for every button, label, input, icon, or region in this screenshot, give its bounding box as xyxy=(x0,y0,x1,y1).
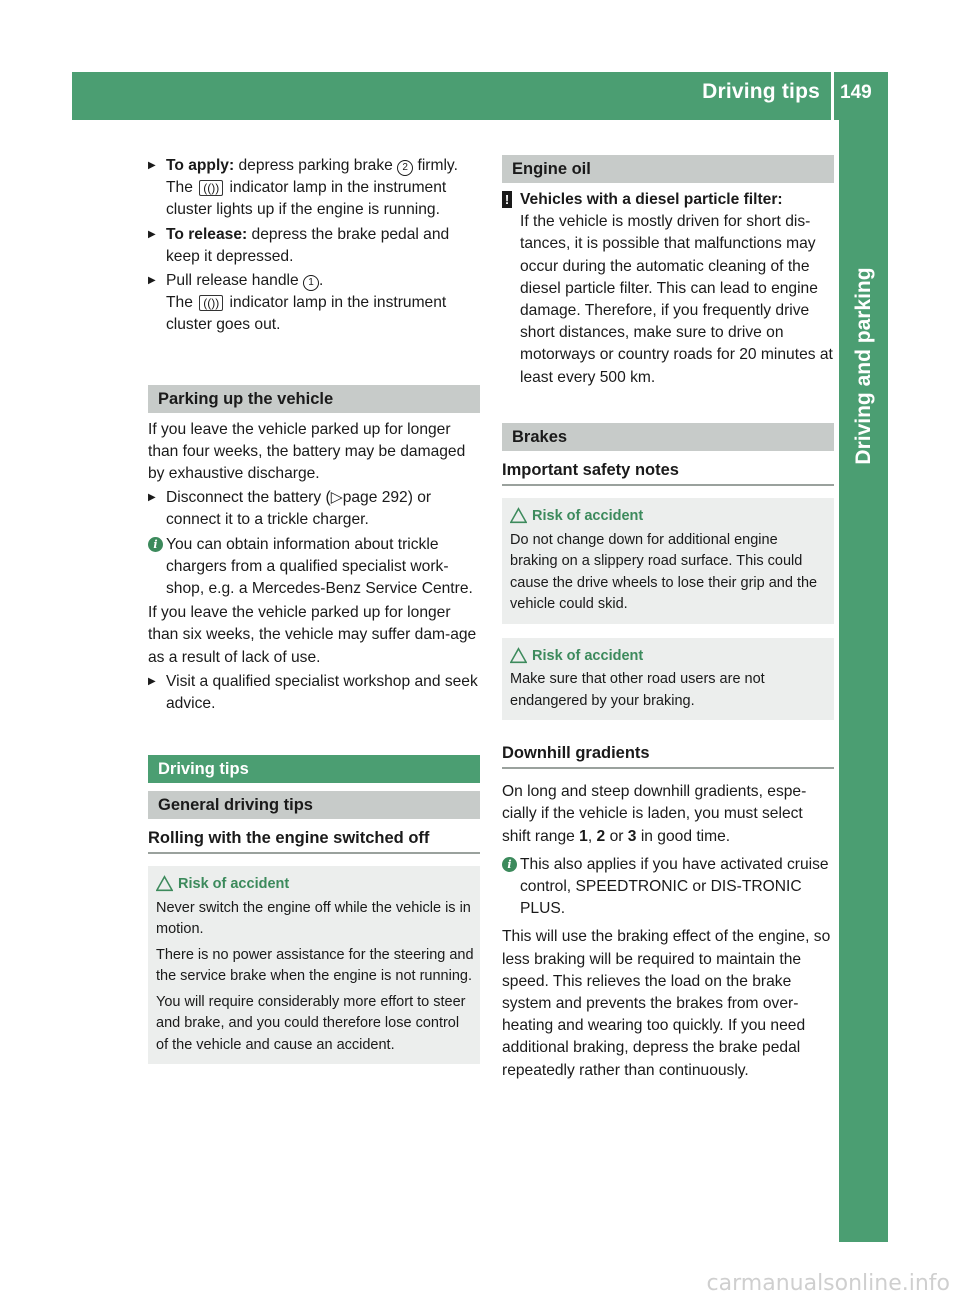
disconnect-text: Disconnect the battery ( xyxy=(166,489,331,507)
risk-box xyxy=(148,866,480,1064)
pull-end: . xyxy=(318,272,324,290)
risk-box-slippery xyxy=(502,498,834,624)
driving-tips-heading: Driving tips xyxy=(148,755,480,783)
watermark: carmanualsonline.info xyxy=(706,1271,950,1296)
brake-lamp-icon: (()) xyxy=(199,295,223,311)
risk-title xyxy=(156,874,474,896)
pull-lamp-post: indicator lamp in the instrument cluster goes out. xyxy=(166,294,447,334)
warning-triangle-icon xyxy=(510,647,527,664)
release-step xyxy=(148,224,480,268)
risk-title-text: Risk of accident xyxy=(532,647,644,664)
diesel-label: Vehicles with a diesel particle filter: xyxy=(520,191,783,208)
brake-lamp-icon: (()) xyxy=(199,180,223,196)
side-tab-label: Driving and parking xyxy=(852,267,875,465)
gear-1: 1 xyxy=(579,827,588,845)
right-column xyxy=(502,155,834,1082)
header-separator xyxy=(831,72,834,120)
risk-paragraph-1: Never switch the engine off while the vehicle is in motion. xyxy=(156,899,471,938)
downhill-heading: Downhill gradients xyxy=(502,742,834,769)
safety-heading: Important safety notes xyxy=(502,459,834,486)
info-icon: i xyxy=(148,537,163,552)
trickle-info-text: You can obtain information about trickle chargers from a qualified specialist work-shop, e.g. a Mercedes-Benz Service Centre. xyxy=(166,535,473,598)
risk-title-text: Risk of accident xyxy=(532,508,644,525)
general-tips-heading: General driving tips xyxy=(148,791,480,819)
risk-title-text: Risk of accident xyxy=(178,876,290,893)
visit-text: Visit a qualified specialist workshop and seek advice. xyxy=(166,672,478,713)
parking-paragraph-1: If you leave the vehicle parked up for longer than four weeks, the battery may be damaged by exhaustive discharge. xyxy=(148,420,466,483)
circle-1-icon: 1 xyxy=(303,275,319,291)
risk-title xyxy=(510,506,828,528)
pull-text: Pull release handle xyxy=(166,272,299,290)
cruise-info-text: This also applies if you have activated cruise control, SPEEDTRONIC or DIS-TRONIC PLUS. xyxy=(520,855,829,918)
downhill-p1-post: in good time. xyxy=(640,827,731,845)
risk-paragraph-2: There is no power assistance for the steering and the service brake when the engine is not running. xyxy=(156,946,474,985)
apply-lamp-post: indicator lamp in the instrument cluster lights up if the engine is running. xyxy=(166,179,447,219)
parking-paragraph-2: If you leave the vehicle parked up for longer than six weeks, the vehicle may suffer dam-age as a result of lack of use. xyxy=(148,604,477,666)
gear-3: 3 xyxy=(627,827,637,845)
diesel-warning xyxy=(502,189,834,211)
brakes-heading: Brakes xyxy=(502,423,834,451)
downhill-paragraph-1 xyxy=(502,781,834,848)
page-number: 149 xyxy=(840,82,872,103)
circle-2-icon: 2 xyxy=(397,160,413,176)
visit-workshop-step xyxy=(148,671,480,715)
apply-step xyxy=(148,155,480,222)
risk-text: Make sure that other road users are not endangered by your braking. xyxy=(510,671,765,709)
exclamation-icon: ! xyxy=(502,191,512,208)
disconnect-ref: page 292) or connect it to a trickle charger. xyxy=(166,489,432,529)
disconnect-battery-step xyxy=(148,487,480,531)
warning-triangle-icon xyxy=(510,507,527,524)
pull-step xyxy=(148,270,480,337)
risk-paragraph-3: You will require considerably more effort to steer and brake, and you could therefore lose control of the vehicle and cause an accident. xyxy=(156,993,466,1053)
warning-triangle-icon xyxy=(156,875,173,892)
risk-box-braking xyxy=(502,638,834,721)
trickle-info xyxy=(148,534,480,601)
diesel-text: If the vehicle is mostly driven for short dis-tances, it is possible that malfunctions may occur during the automatic cleaning of the diesel particle filter. This can lead to engine damage. Therefore, if you frequently drive short distances, make sure to drive on motorways or country roads for 20 minutes at least every 500 km. xyxy=(520,213,833,386)
apply-text: depress parking brake xyxy=(238,157,393,174)
info-icon: i xyxy=(502,857,517,872)
apply-lamp-pre: The xyxy=(166,179,193,197)
apply-label: To apply: xyxy=(166,157,235,174)
parking-heading: Parking up the vehicle xyxy=(148,385,480,413)
pull-lamp-pre: The xyxy=(166,294,193,312)
downhill-p1-pre: On long and steep downhill gradients, espe-cially if the vehicle is laden, you must select shift range xyxy=(502,783,807,845)
left-column xyxy=(148,155,480,1064)
risk-title xyxy=(510,646,828,668)
engine-oil-heading: Engine oil xyxy=(502,155,834,183)
release-text: depress the brake pedal and keep it depressed. xyxy=(166,225,450,265)
gear-or: or xyxy=(609,827,624,845)
release-label: To release: xyxy=(166,225,248,243)
page-ref-icon: ▷ xyxy=(330,489,343,507)
apply-end: firmly. xyxy=(417,157,458,174)
section-title: Driving tips xyxy=(702,80,820,103)
gear-2: 2 xyxy=(596,827,606,845)
cruise-info xyxy=(502,854,834,921)
risk-text: Do not change down for additional engine braking on a slippery road surface. This could cause the drive wheels to lose their grip and the vehicle could skid. xyxy=(510,531,818,613)
gear-comma: , xyxy=(587,827,593,845)
rolling-heading: Rolling with the engine switched off xyxy=(148,827,480,854)
downhill-paragraph-2: This will use the braking effect of the engine, so less braking will be required to maintain the speed. This relieves the load on the brake system and prevents the brakes from over-heating and wearing too quickly. If you need additional braking, depress the brake pedal repeatedly rather than continuously. xyxy=(502,928,831,1079)
